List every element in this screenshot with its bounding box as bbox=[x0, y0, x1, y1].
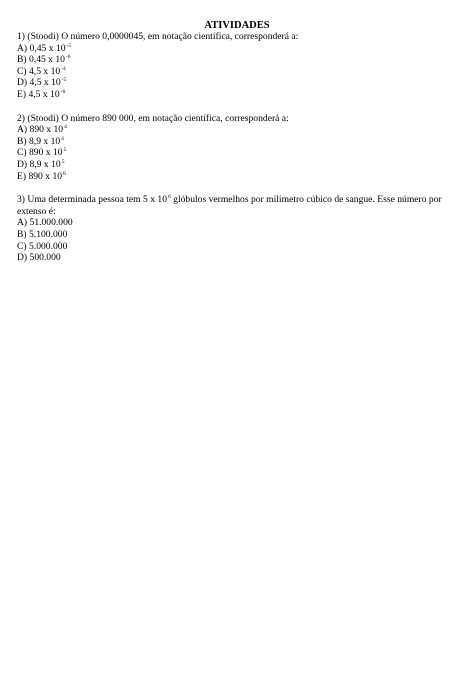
question-2-option-a bbox=[17, 124, 469, 136]
option-text: E) 890 x 10 bbox=[17, 170, 63, 182]
option-exponent: 5 bbox=[61, 158, 65, 165]
question-3-option-c: C) 5.000.000 bbox=[17, 240, 68, 252]
option-text: D) 4,5 x 10 bbox=[17, 77, 61, 89]
question-2-option-d bbox=[17, 159, 469, 171]
option-text: A) 890 x 10 bbox=[17, 124, 64, 136]
question-1-option-a bbox=[17, 43, 469, 55]
option-text: C) 4,5 x 10 bbox=[17, 65, 61, 77]
option-exponent: -6 bbox=[60, 88, 66, 95]
option-exponent: -4 bbox=[61, 65, 66, 72]
stem-text-after: glóbulos vermelhos por milímetro cúbico de sangue. Esse número por extenso é: bbox=[17, 194, 442, 217]
option-text: B) 8,9 x 10 bbox=[17, 135, 61, 147]
option-exponent: 6 bbox=[63, 170, 66, 177]
option-text: E) 4,5 x 10 bbox=[17, 88, 60, 100]
question-3 bbox=[17, 194, 469, 264]
question-3-option-b: B) 5.100.000 bbox=[17, 228, 68, 240]
question-3-option-a: A) 51.000.000 bbox=[17, 217, 73, 229]
stem-text-before: 3) Uma determinada pessoa tem 5 x 10 bbox=[17, 194, 167, 206]
option-exponent: 4 bbox=[61, 135, 64, 142]
question-2-option-c bbox=[17, 147, 469, 159]
option-exponent: 5 bbox=[63, 147, 67, 154]
question-1 bbox=[17, 31, 469, 101]
question-2-option-b bbox=[17, 136, 469, 148]
question-3-stem bbox=[17, 194, 469, 217]
stem-exponent: 6 bbox=[168, 194, 171, 201]
question-2-option-e bbox=[17, 171, 469, 183]
question-1-option-e bbox=[17, 89, 469, 101]
option-exponent: -5 bbox=[61, 77, 67, 84]
question-3-option-d: D) 500.000 bbox=[17, 252, 61, 264]
option-exponent: 4 bbox=[64, 124, 67, 131]
worksheet-page bbox=[17, 20, 469, 264]
question-1-option-b bbox=[17, 54, 469, 66]
question-1-stem: 1) (Stoodi) O número 0,0000045, em notação científica, corresponderá a: bbox=[17, 31, 299, 42]
option-exponent: -6 bbox=[65, 54, 71, 61]
spacer bbox=[17, 182, 469, 194]
option-text: A) 0,45 x 10 bbox=[17, 42, 66, 54]
option-text: B) 0,45 x 10 bbox=[17, 54, 65, 66]
option-text: D) 8,9 x 10 bbox=[17, 158, 61, 170]
question-1-option-d bbox=[17, 77, 469, 89]
page-title: ATIVIDADES bbox=[204, 20, 270, 31]
question-2-stem: 2) (Stoodi) O número 890 000, em notação científica, corresponderá a: bbox=[17, 112, 289, 124]
option-text: C) 890 x 10 bbox=[17, 147, 63, 159]
option-exponent: -5 bbox=[66, 42, 72, 49]
spacer bbox=[17, 101, 469, 113]
question-1-option-c bbox=[17, 66, 469, 78]
question-2 bbox=[17, 113, 469, 183]
